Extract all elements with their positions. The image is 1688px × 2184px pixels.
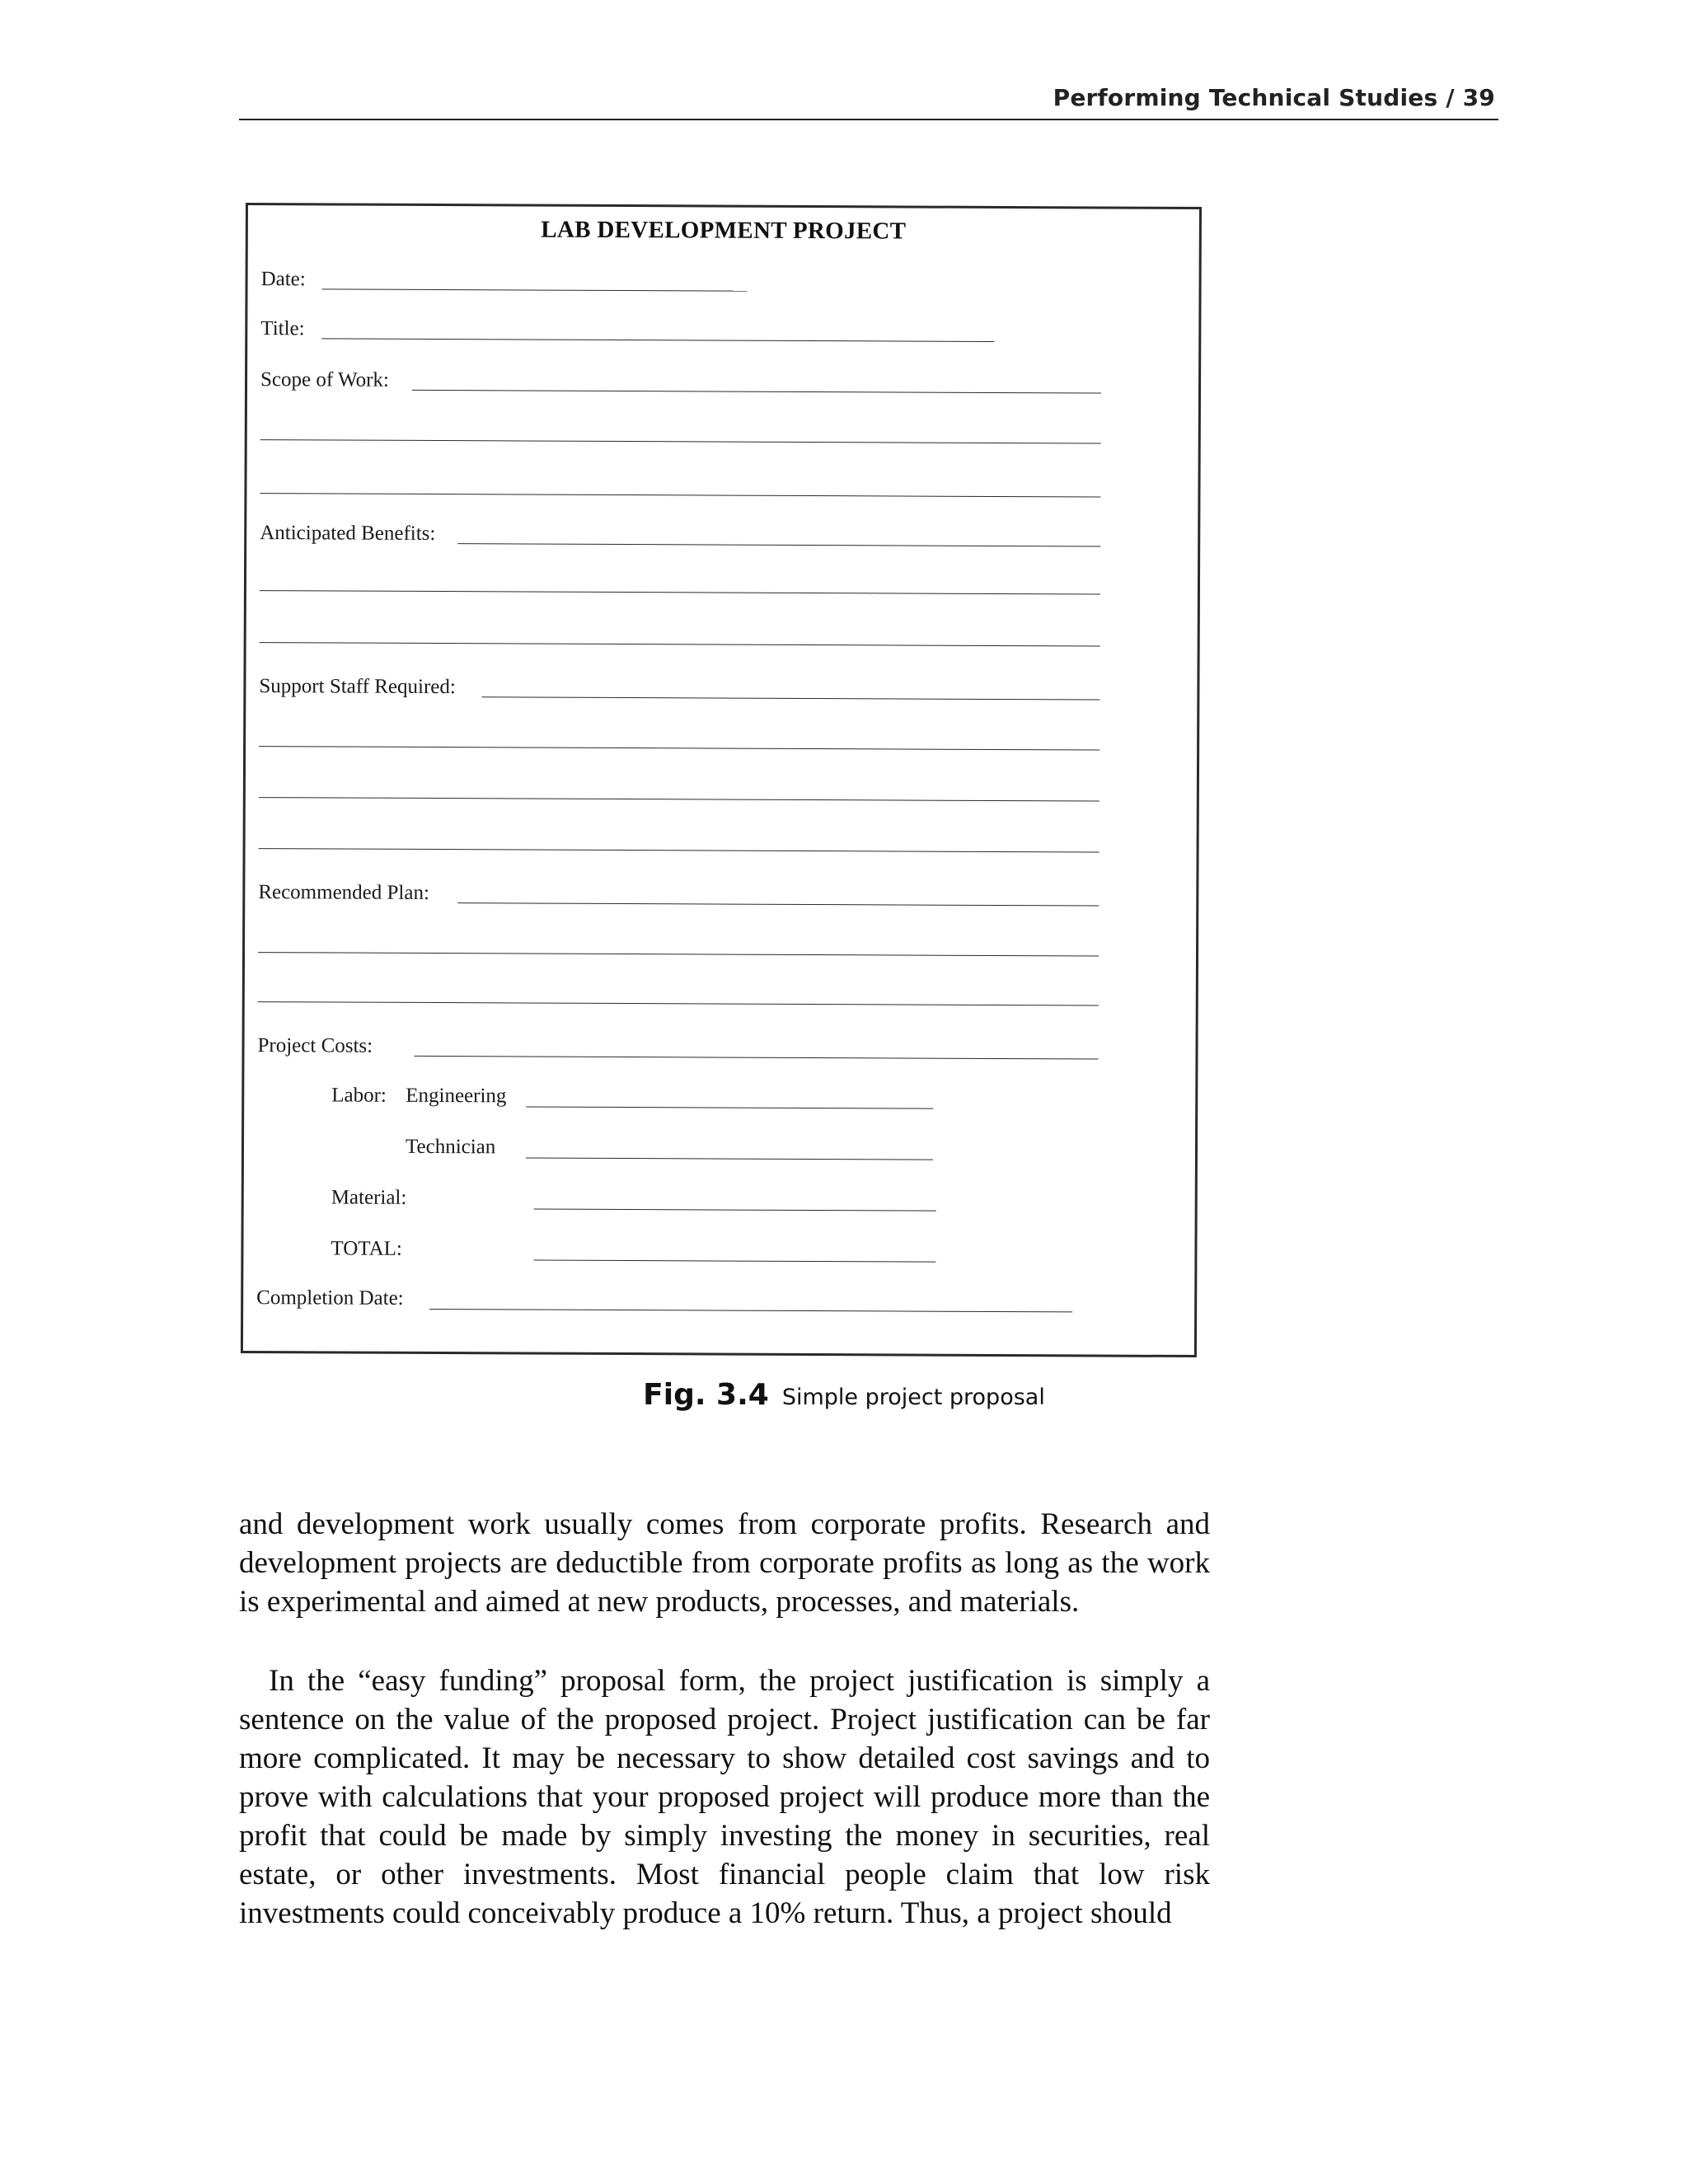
plan-label: Recommended Plan: — [258, 881, 430, 904]
body-paragraph-1: and development work usually comes from corporate profits. Research and development projects are deductible from corporate profits as long as the work is experimental and aimed at new products, processes, and materials. — [239, 1507, 1210, 1619]
project-proposal-form — [241, 203, 1202, 1357]
costs-label: Project Costs: — [257, 1034, 373, 1057]
staff-line-2 — [259, 746, 1100, 750]
scope-line-3 — [260, 493, 1100, 497]
technician-label: Technician — [405, 1135, 496, 1159]
date-line — [322, 288, 748, 291]
running-head-text: Performing Technical Studies / 39 — [1053, 84, 1495, 111]
completion-line — [429, 1309, 1072, 1312]
form-title: LAB DEVELOPMENT PROJECT — [541, 216, 907, 245]
benefits-line-2 — [260, 590, 1100, 594]
engineering-line — [526, 1106, 933, 1108]
figure-number: Fig. 3.4 — [643, 1378, 769, 1412]
costs-line — [414, 1056, 1098, 1060]
title-line — [321, 338, 994, 342]
plan-line-3 — [258, 1001, 1099, 1005]
scope-line-2 — [260, 439, 1101, 443]
staff-line-3 — [259, 797, 1100, 801]
scope-line-1 — [412, 390, 1101, 394]
staff-label: Support Staff Required: — [259, 675, 456, 699]
total-label: TOTAL: — [331, 1237, 402, 1260]
plan-line-2 — [258, 952, 1099, 956]
engineering-label: Engineering — [406, 1084, 507, 1108]
benefits-line-1 — [457, 543, 1100, 546]
benefits-line-3 — [260, 642, 1100, 646]
body-paragraph-2: In the “easy funding” proposal form, the project justification is simply a sentence on the value of the proposed project. Project justification can be far more complicated. It may be necessary to show detailed cost savings and to prove with calculations that your proposed project will produce more than the profit that could be made by simply investing the money in securities, real estate, or other investments. Most financial people claim that low risk investments could conceivably produce a 10% return. Thus, a project should — [239, 1664, 1210, 1930]
running-head — [239, 82, 1498, 120]
total-line — [533, 1260, 935, 1263]
technician-line — [526, 1157, 933, 1160]
scope-label: Scope of Work: — [260, 368, 389, 391]
staff-line-4 — [259, 848, 1100, 852]
figure-caption — [0, 1378, 1688, 1412]
labor-label: Labor: — [331, 1084, 387, 1107]
material-label: Material: — [331, 1186, 407, 1209]
completion-label: Completion Date: — [256, 1286, 404, 1310]
figure-caption-text: Simple project proposal — [781, 1385, 1045, 1410]
benefits-label: Anticipated Benefits: — [260, 522, 436, 546]
plan-line-1 — [457, 902, 1099, 906]
date-label: Date: — [260, 268, 306, 291]
staff-line-1 — [481, 696, 1100, 700]
title-label: Title: — [260, 317, 305, 340]
material-line — [534, 1209, 936, 1212]
